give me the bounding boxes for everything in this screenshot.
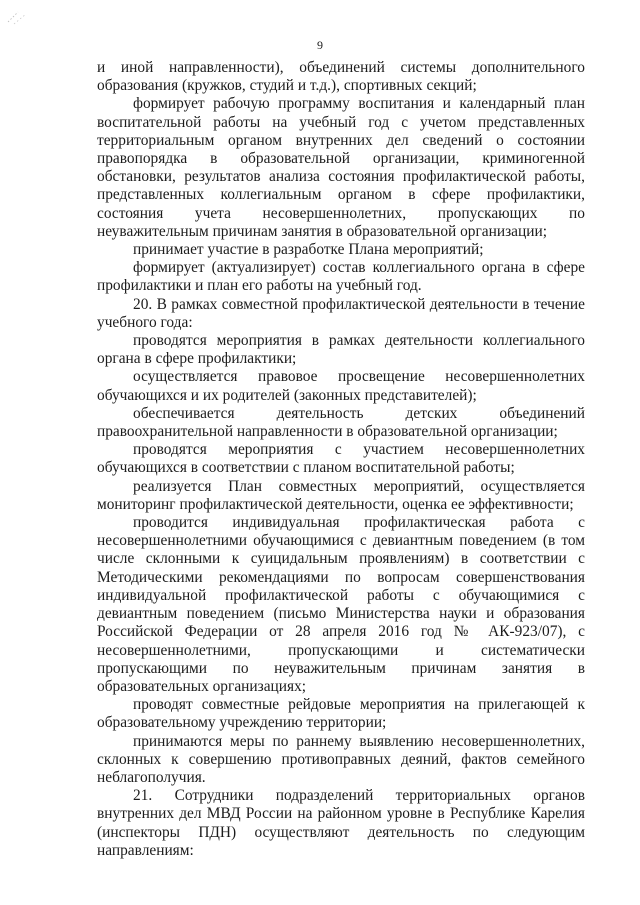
paragraph-13: принимаются меры по раннему выявлению несовершеннолетних, склонных к совершению противоправных деяний, фактов семейного неблагополучия. — [97, 732, 585, 786]
paragraph-6: проводятся мероприятия в рамках деятельности коллегиального органа в сфере профилактики; — [97, 332, 585, 368]
document-body — [97, 59, 585, 860]
paragraph-10: реализуется План совместных мероприятий, осуществляется мониторинг профилактической деятельности, оценка ее эффективности; — [97, 477, 585, 513]
paragraph-12: проводят совместные рейдовые мероприятия на прилегающей к образовательному учреждению территории; — [97, 696, 585, 732]
paragraph-8: обеспечивается деятельность детских объединений правоохранительной направленности в образовательной организации; — [97, 404, 585, 441]
paragraph-9: проводятся мероприятия с участием несовершеннолетних обучающихся в соответствии с планом воспитательной работы; — [97, 441, 585, 477]
paragraph-1: и иной направленности), объединений системы дополнительного образования (кружков, студий и т.д.), спортивных секций; — [97, 59, 585, 95]
scan-corner-mark — [6, 8, 28, 26]
paragraph-14: 21. Сотрудники подразделений территориальных органов внутренних дел МВД России на районном уровне в Республике Карелия (инспекторы ПДН) осуществляют деятельность по следующим направлениям: — [97, 787, 585, 859]
paragraph-11: проводится индивидуальная профилактическая работа с несовершеннолетними обучающимися с девиантным поведением (в том числе склонными к суицидальным проявлениям) в соответствии с Методическими рекомендациями по вопросам совершенствования индивидуальной профилактической работы с обучающимися с девиантным поведением (письмо Министерства науки и образования Российской Федерации от 28 апреля 2016 год № АК-923/07), с несовершеннолетними, пропускающими и систематически пропускающими по неуважительным причинам занятия в образовательных организациях; — [97, 514, 585, 695]
paragraph-7: осуществляется правовое просвещение несовершеннолетних обучающихся и их родителей (законных представителей); — [97, 368, 585, 404]
paragraph-2: формирует рабочую программу воспитания и календарный план воспитательной работы на учебный год с учетом представленных территориальным органом внутренних дел сведений о состоянии правопорядка в образовательной организации, криминогенной обстановки, результатов анализа состояния профилактической работы, представленных коллегиальным органом в сфере профилактики, состояния учета несовершеннолетних, пропускающих по неуважительным причинам занятия в образовательной организации; — [97, 95, 585, 240]
paragraph-4: формирует (актуализирует) состав коллегиального органа в сфере профилактики и план его работы на учебный год. — [97, 259, 585, 295]
paragraph-3: принимает участие в разработке Плана мероприятий; — [133, 241, 484, 259]
paragraph-5: 20. В рамках совместной профилактической деятельности в течение учебного года: — [97, 295, 585, 331]
page-number: 9 — [317, 38, 323, 52]
